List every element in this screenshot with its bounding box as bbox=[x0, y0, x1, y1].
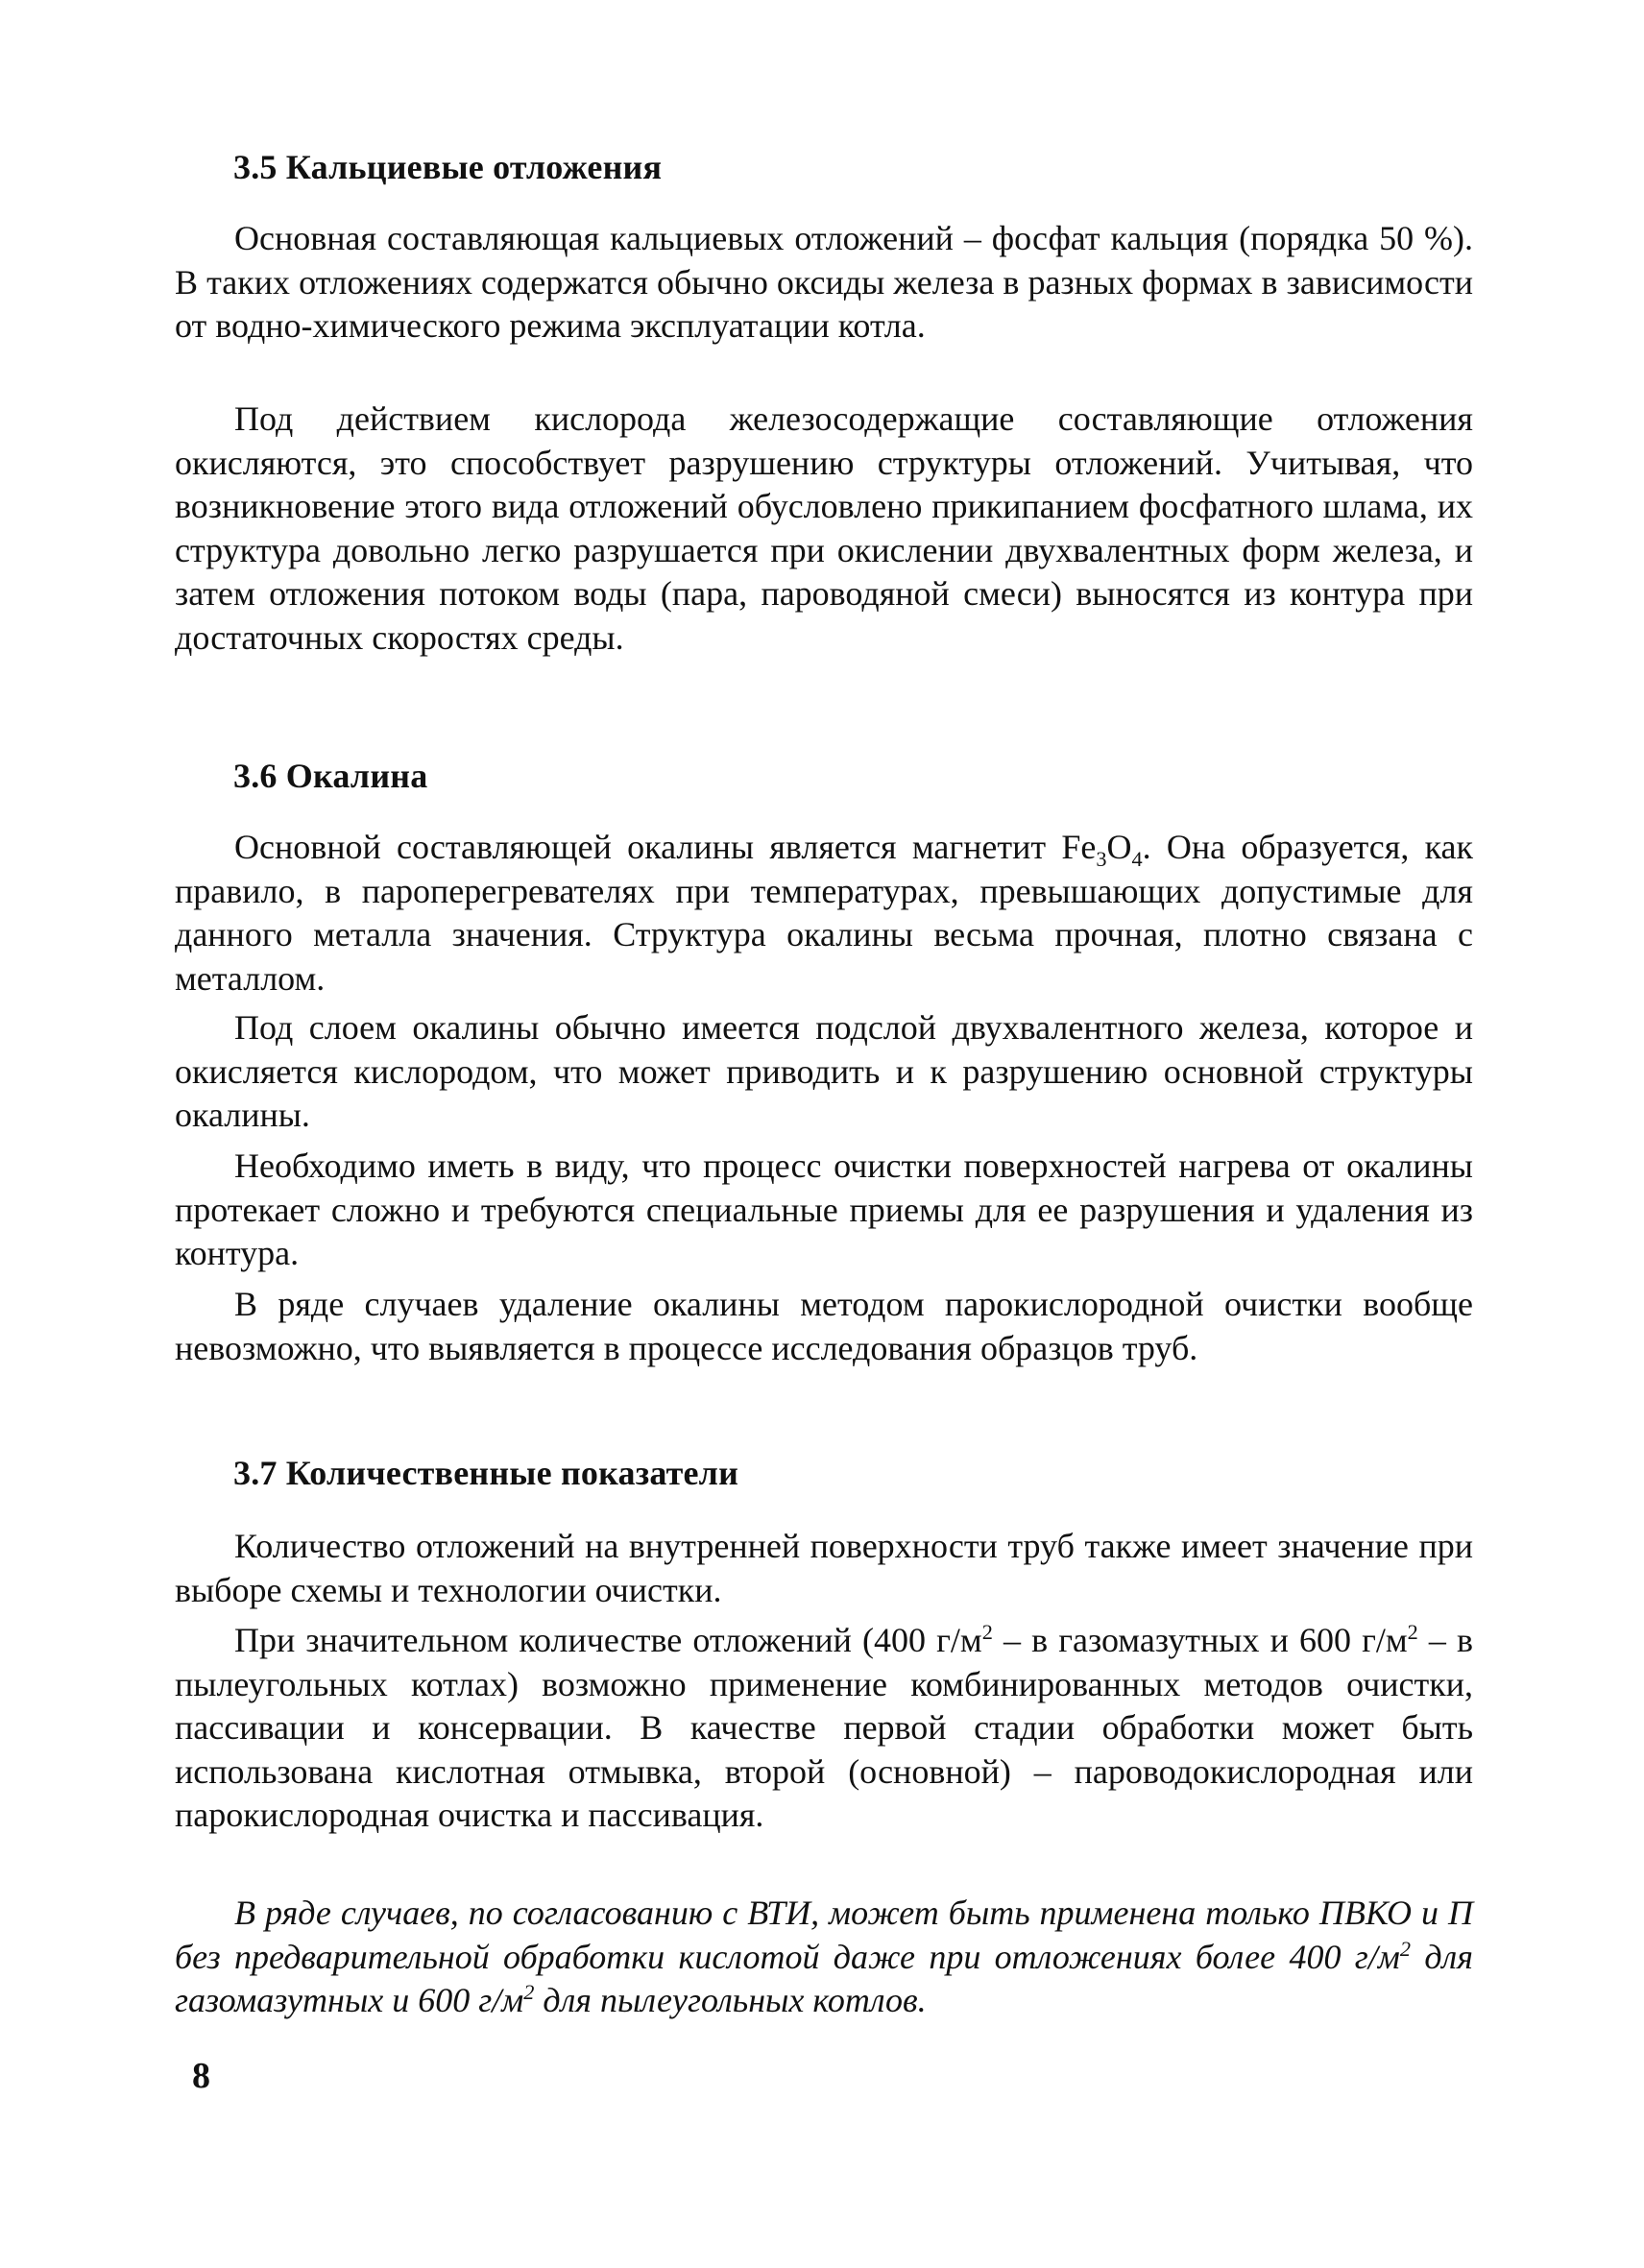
section-3-5-heading: 3.5 Кальциевые отложения bbox=[233, 148, 663, 186]
section-3-5-paragraph-1: Основная составляющая кальциевых отложений – фосфат кальция (порядка 50 %). В таких отложениях содержатся обычно оксиды железа в разных формах в зависимости от водно-химического режима эксплуатации котла. bbox=[175, 219, 1473, 345]
text-run: O bbox=[1106, 828, 1132, 866]
page-number: 8 bbox=[192, 2056, 210, 2096]
text-run: – в газомазутных и 600 г/м bbox=[992, 1621, 1408, 1659]
text-run: – в пылеугольных котлах) возможно применение комбинированных методов очистки, пассивации и консервации. В качестве первой стадии обработки может быть использована кислотная отмывка, второй (основной) – пароводокислородная или парокислородная очистка и пассивация. bbox=[175, 1621, 1474, 1834]
superscript: 2 bbox=[981, 1620, 993, 1644]
text-run: В ряде случаев, по согласованию с ВТИ, может быть применена только ПВКО и П без предварительной обработки кислотой даже при отложениях более 400 г/м bbox=[175, 1894, 1473, 1976]
text-run: При значительном количестве отложений (400 г/м bbox=[234, 1621, 982, 1659]
section-3-7-heading: 3.7 Количественные показатели bbox=[233, 1454, 739, 1492]
text-run: Основной составляющей окалины является магнетит Fe bbox=[234, 828, 1097, 866]
section-3-7-paragraph-3 bbox=[175, 1892, 1473, 2023]
section-3-6-paragraph-4: В ряде случаев удаление окалины методом парокислородной очистки вообще невозможно, что выявляется в процессе исследования образцов труб. bbox=[175, 1285, 1473, 1367]
section-3-6-paragraph-2: Под слоем окалины обычно имеется подслой двухвалентного железа, которое и окисляется кислородом, что может приводить и к разрушению основной структуры окалины. bbox=[175, 1008, 1473, 1134]
section-3-6-paragraph-3: Необходимо иметь в виду, что процесс очистки поверхностей нагрева от окалины протекает сложно и требуются специальные приемы для ее разрушения и удаления из контура. bbox=[175, 1146, 1473, 1272]
text-run: для пылеугольных котлов. bbox=[534, 1981, 927, 2019]
section-3-7-paragraph-2 bbox=[175, 1619, 1473, 1838]
text-run: для газомазутных и 600 г/м bbox=[175, 1937, 1473, 2019]
text-run: . Она образуется, как правило, в пароперегревателях при температурах, превышающих допустимые для данного металла значения. Структура окалины весьма прочная, плотно связана с металлом. bbox=[175, 828, 1473, 998]
superscript: 2 bbox=[1407, 1620, 1418, 1644]
superscript: 2 bbox=[523, 1980, 535, 2004]
section-3-7-paragraph-1: Количество отложений на внутренней поверхности труб также имеет значение при выборе схемы и технологии очистки. bbox=[175, 1527, 1473, 1609]
section-3-6-paragraph-1 bbox=[175, 826, 1473, 1001]
subscript: 3 bbox=[1096, 847, 1107, 872]
subscript: 4 bbox=[1131, 847, 1143, 872]
section-3-6-heading: 3.6 Окалина bbox=[233, 757, 428, 795]
superscript: 2 bbox=[1399, 1936, 1411, 1961]
section-3-5-paragraph-2: Под действием кислорода железосодержащие составляющие отложения окисляются, это способствует разрушению структуры отложений. Учитывая, что возникновение этого вида отложений обусловлено прикипанием фосфатного шлама, их структура довольно легко разрушается при окислении двухвалентных форм железа, и затем отложения потоком воды (пара, пароводяной смеси) выносятся из контура при достаточных скоростях среды. bbox=[175, 399, 1473, 657]
